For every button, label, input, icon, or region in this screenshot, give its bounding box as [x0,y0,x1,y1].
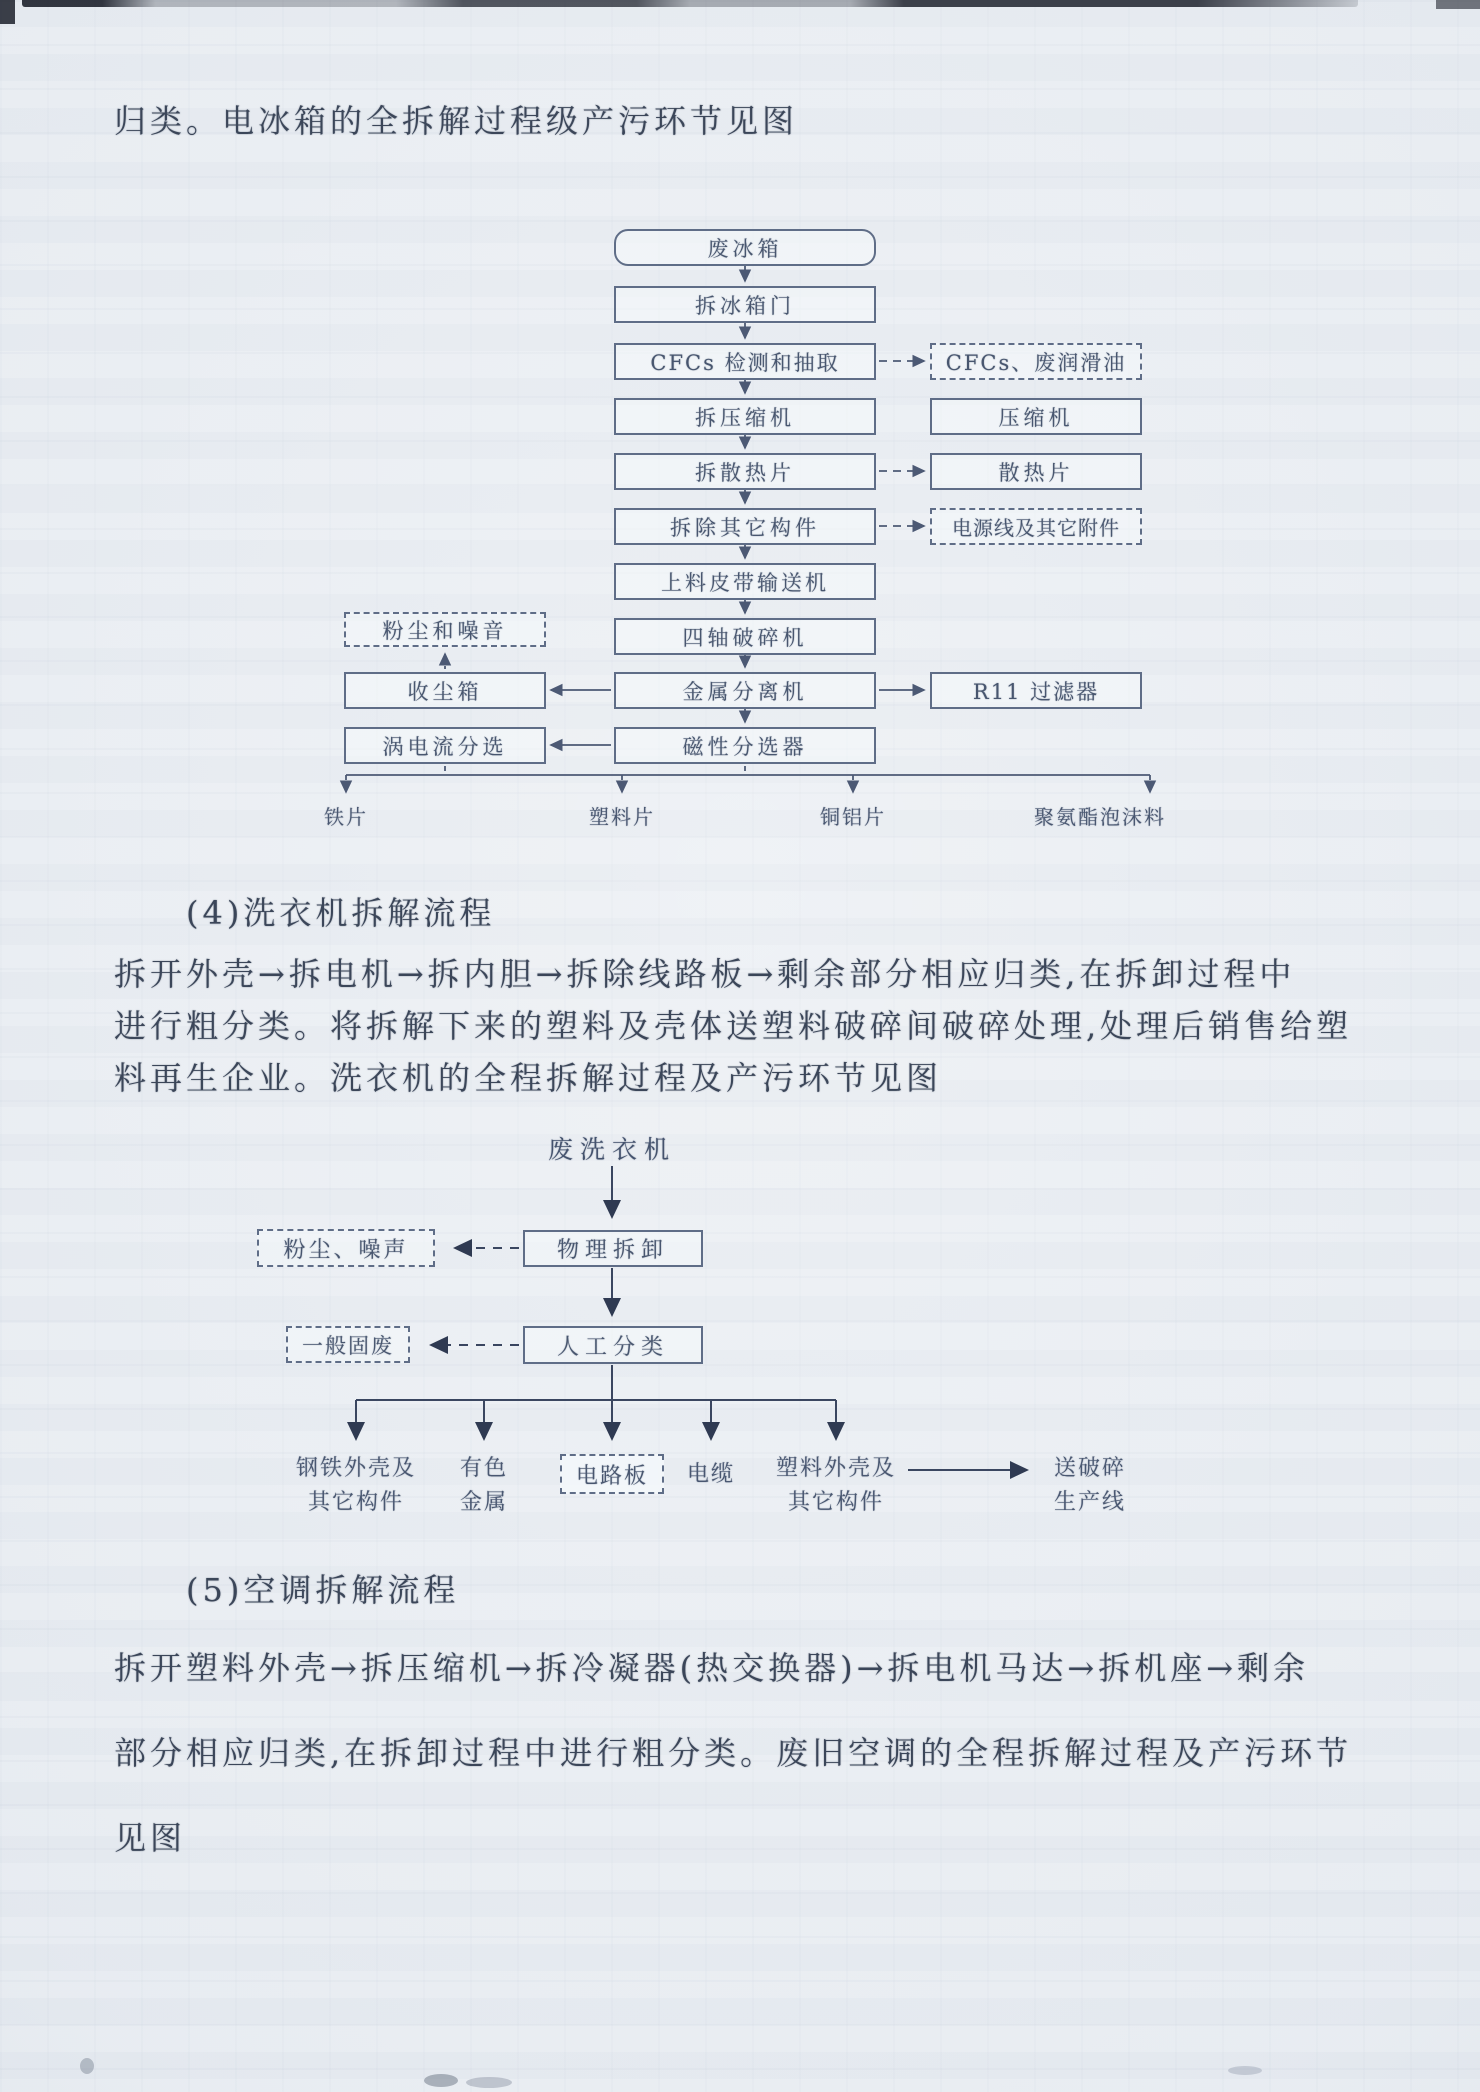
output-plastic-shell-line2: 其它构件 [787,1490,885,1515]
node-compressor: 压缩机 [930,398,1142,435]
node-waste-washer: 废洗衣机 [547,1135,677,1164]
node-physical-dismantle: 物理拆卸 [523,1230,703,1267]
scan-smudge [1228,2066,1262,2075]
node-remove-compressor: 拆压缩机 [614,398,876,435]
scan-smudge [80,2058,94,2074]
node-eddy-current: 涡电流分选 [344,727,546,764]
output-steel-shell-line1: 钢铁外壳及 [295,1456,417,1481]
output-to-crush-line [1054,1452,1126,1520]
scan-smudge [424,2074,458,2087]
output-iron: 铁片 [324,805,368,829]
node-conveyor: 上料皮带输送机 [614,563,876,600]
section4-paragraph-line2: 进行粗分类。将拆解下来的塑料及壳体送塑料破碎间破碎处理,处理后销售给塑 [114,1007,1353,1045]
output-to-crush-line2: 生产线 [1053,1490,1127,1515]
output-nonferrous [460,1452,508,1520]
output-plastic-shell-line1: 塑料外壳及 [775,1456,897,1481]
scan-smudge [466,2077,512,2088]
output-nonferrous-line1: 有色 [459,1456,509,1481]
output-foam: 聚氨酯泡沫料 [1034,805,1166,829]
washer-connectors [356,1166,1026,1470]
intro-text: 归类。电冰箱的全拆解过程级产污环节见图 [114,102,799,140]
node-radiator: 散热片 [930,453,1142,490]
node-general-waste: 一般固废 [286,1326,410,1363]
node-crusher: 四轴破碎机 [614,618,876,655]
section5-paragraph-line1: 拆开塑料外壳→拆压缩机→拆冷凝器(热交换器)→拆电机马达→拆机座→剩余 [114,1649,1310,1687]
node-waste-fridge: 废冰箱 [614,229,876,266]
output-nonferrous-line2: 金属 [459,1490,509,1515]
scan-corner-artifact [0,0,15,24]
output-to-crush-line1: 送破碎 [1053,1456,1127,1481]
output-pcb: 电路板 [560,1454,664,1494]
section4-heading: (4)洗衣机拆解流程 [186,894,496,932]
node-magnetic-separator: 磁性分选器 [614,727,876,764]
node-cfc-output: CFCs、废润滑油 [930,343,1142,380]
section5-paragraph-line3: 见图 [114,1819,187,1857]
output-copper-aluminum: 铜铝片 [820,805,886,829]
section4-paragraph-line1: 拆开外壳→拆电机→拆内胆→拆除线路板→剩余部分相应归类,在拆卸过程中 [114,955,1296,993]
node-washer-dust-noise: 粉尘、噪声 [257,1229,435,1267]
output-cable: 电缆 [686,1462,736,1487]
output-plastic: 塑料片 [589,805,655,829]
output-steel-shell-line2: 其它构件 [307,1490,405,1515]
scan-edge-artifact [22,0,1358,7]
node-manual-sort: 人工分类 [523,1326,703,1364]
node-remove-radiator: 拆散热片 [614,453,876,490]
output-plastic-shell [776,1452,896,1520]
section5-heading: (5)空调拆解流程 [186,1571,460,1609]
node-remove-door: 拆冰箱门 [614,286,876,323]
section4-paragraph-line3: 料再生企业。洗衣机的全程拆解过程及产污环节见图 [114,1059,943,1097]
node-cfc-detect: CFCs 检测和抽取 [614,343,876,380]
node-remove-other: 拆除其它构件 [614,508,876,545]
node-dust-box: 收尘箱 [344,672,546,709]
node-other-parts: 电源线及其它附件 [930,508,1142,545]
node-r11-filter: R11 过滤器 [930,672,1142,709]
node-metal-separator: 金属分离机 [614,672,876,709]
node-dust-noise: 粉尘和噪音 [344,612,546,647]
fridge-distribution [346,766,1150,792]
section5-paragraph-line2: 部分相应归类,在拆卸过程中进行粗分类。废旧空调的全程拆解过程及产污环节 [114,1734,1353,1772]
output-steel-shell [296,1452,416,1520]
scan-corner-artifact [1436,0,1480,9]
fridge-dashed-arrows [879,361,924,526]
